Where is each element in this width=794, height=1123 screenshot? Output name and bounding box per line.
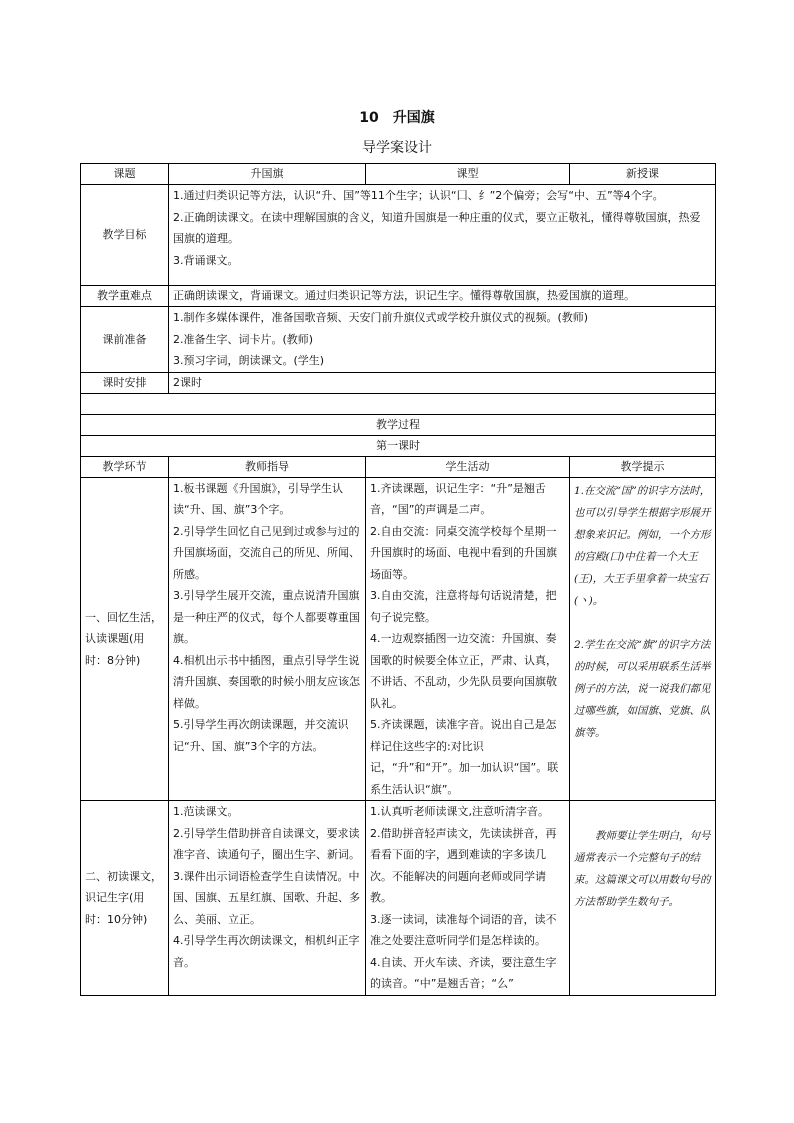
header-student: 学生活动: [366, 456, 570, 477]
teaching-hint-cell: [570, 477, 716, 801]
stage-row-2: [81, 801, 716, 996]
student-step: 4.一边观察插图一边交流：升国旗、奏国歌的时候要全体立正，严肃、认真，不讲话、不乱动，少先队员要向国旗敬队礼。: [370, 632, 557, 710]
teacher-step: 1.板书课题《升国旗》，引导学生认读“升、国、旗”3个字。: [173, 481, 343, 516]
student-step: 2.自由交流：同桌交流学校每个星期一升国旗时的场面、电视中看到的升国旗场面等。: [370, 524, 557, 581]
spacer-cell: [81, 393, 716, 414]
teacher-guidance-cell: [169, 477, 366, 801]
prep-item: 1.制作多媒体课件，准备国歌音频、天安门前升旗仪式或学校升旗仪式的视频。(教师): [173, 311, 589, 324]
key-points-value: 正确朗读课文，背诵课文。通过归类识记等方法，识记生字。懂得尊敬国旗，热爱国旗的道理。: [169, 286, 716, 307]
lesson-title-row: [81, 435, 716, 456]
topic-label: 课题: [81, 164, 169, 185]
stage-name: 二、初读课文，识记生字(用时：10分钟): [81, 801, 169, 996]
teacher-guidance-cell: [169, 801, 366, 996]
header-hints: 教学提示: [570, 456, 716, 477]
hours-row: [81, 372, 716, 393]
key-points-row: [81, 286, 716, 307]
stage-row-1: [81, 477, 716, 801]
type-label: 课型: [366, 164, 570, 185]
goal-item: 2.正确朗读课文。在读中理解国旗的含义，知道升国旗是一种庄重的仪式，要立正敬礼，懂得尊敬国旗，热爱国旗的道理。: [173, 210, 701, 245]
process-header-row: [81, 456, 716, 477]
student-step: 4.自读、开火车读、齐读，要注意生字的读音。“中”是翘舌音；“么”: [370, 955, 557, 990]
key-points-label: 教学重难点: [81, 286, 169, 307]
process-title-row: [81, 414, 716, 435]
student-step: 3.逐一读词，读准每个词语的音，读不准之处要注意听同学们是怎样读的。: [370, 912, 557, 947]
stage-name: 一、回忆生活，认读课题(用时：8分钟): [81, 477, 169, 801]
student-step: 5.齐读课题，读准字音。说出自己是怎样记住这些字的:对比识记，“升”和“开”。加一加认识“国”。联系生活认识“旗”。: [370, 718, 559, 796]
topic-value: 升国旗: [169, 164, 366, 185]
teacher-step: 3.引导学生展开交流，重点说清升国旗是一种庄严的仪式，每个人都要尊重国旗。: [173, 589, 360, 645]
goal-item: 1.通过归类识记等方法，认识“升、国”等11个生字；认识“囗、纟”2个偏旁；会写“中、五”等4个字。: [173, 189, 664, 202]
header-stage: 教学环节: [81, 456, 169, 477]
teacher-step: 2.引导学生借助拼音自读课文，要求读准字音、读通句子，圈出生字、新词。: [173, 826, 360, 861]
topic-row: [81, 164, 716, 185]
prep-item: 3.预习字词，朗读课文。(学生): [173, 354, 325, 367]
teacher-step: 5.引导学生再次朗读课题，并交流识记“升、国、旗”3个字的方法。: [173, 718, 349, 753]
goals-label: 教学目标: [81, 185, 169, 286]
process-title: 教学过程: [81, 414, 716, 435]
goal-item: 3.背诵课文。: [173, 253, 239, 267]
hours-value: 2课时: [169, 372, 716, 393]
teacher-step: 4.引导学生再次朗读课文，相机纠正字音。: [173, 934, 360, 969]
goals-row: [81, 185, 716, 286]
goals-cell: [169, 185, 716, 286]
teacher-step: 1.范读课文。: [173, 805, 239, 818]
header-teacher: 教师指导: [169, 456, 366, 477]
spacer-row: [81, 393, 716, 414]
teaching-hint-cell: [570, 801, 716, 996]
lesson-plan-table: [80, 163, 716, 996]
hours-label: 课时安排: [81, 372, 169, 393]
document-subtitle: 导学案设计: [362, 140, 432, 156]
preparation-cell: [169, 307, 716, 373]
hint-text: 1.在交流“国”的识字方法时，也可以引导学生根据字形展开想象来识记。例如，一个方形的宫殿(囗)中住着一个大王(王)，大王手里拿着一块宝石(丶)。: [574, 484, 711, 607]
preparation-label: 课前准备: [81, 307, 169, 373]
student-step: 3.自由交流，注意将每句话说清楚，把句子说完整。: [370, 589, 557, 624]
hint-text: 教师要让学生明白，句号通常表示一个完整句子的结束。这篇课文可以用数句号的方法帮助学生数句子。: [574, 830, 711, 908]
teacher-step: 2.引导学生回忆自己见到过或参与过的升国旗场面，交流自己的所见、所闻、所感。: [173, 524, 360, 581]
hint-text: 2.学生在交流“旗”的识字方法的时候，可以采用联系生活举例子的方法，说一说我们都见过哪些旗，如国旗、党旗、队旗等。: [574, 638, 711, 739]
student-step: 2.借助拼音轻声读文，先读读拼音，再看看下面的字，遇到难读的字多读几次。不能解决的问题向老师或同学请教。: [370, 826, 557, 904]
teacher-step: 4.相机出示书中插图，重点引导学生说清升国旗、奏国歌的时候小朋友应该怎样做。: [173, 653, 360, 710]
teacher-step: 3.课件出示词语检查学生自读情况。中国、国旗、五星红旗、国歌、升起、多么、美丽、立正。: [173, 869, 360, 926]
student-step: 1.齐读课题，识记生字：“升”是翘舌音，“国”的声调是二声。: [370, 481, 546, 516]
document-title: 10 升国旗: [359, 110, 435, 126]
student-activity-cell: [366, 477, 570, 801]
lesson-title: 第一课时: [81, 435, 716, 456]
student-step: 1.认真听老师读课文,注意听清字音。: [370, 805, 549, 818]
prep-item: 2.准备生字、词卡片。(教师): [173, 332, 314, 346]
type-value: 新授课: [570, 164, 716, 185]
student-activity-cell: [366, 801, 570, 996]
preparation-row: [81, 307, 716, 373]
